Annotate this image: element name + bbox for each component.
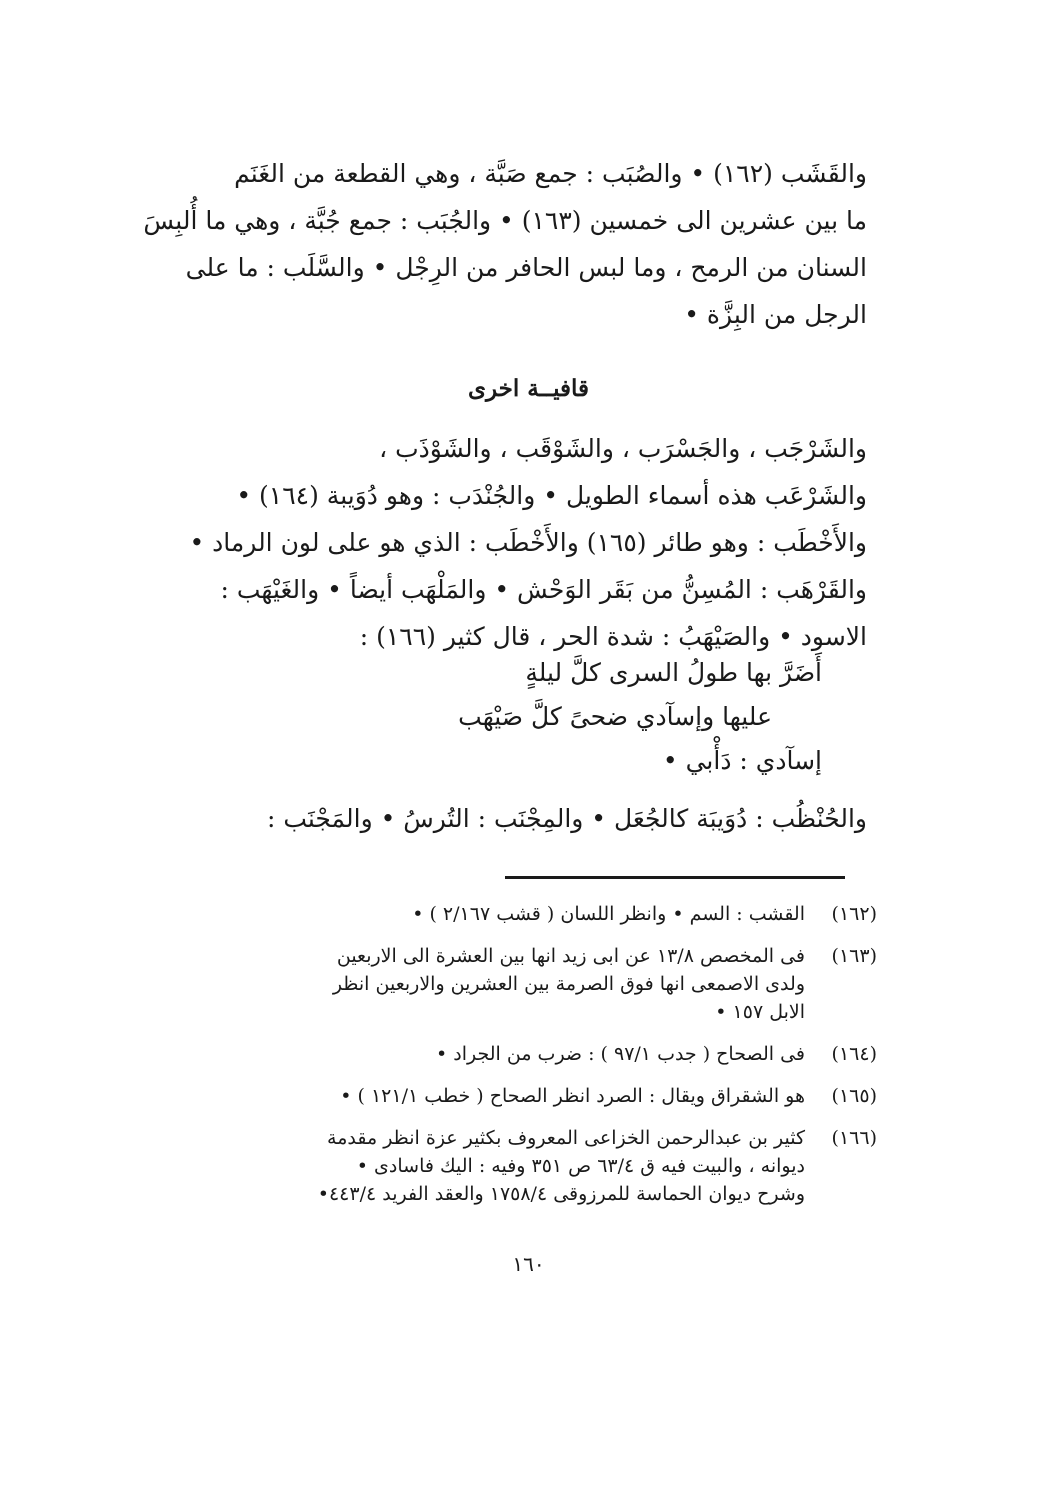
paragraph-1 [143, 150, 867, 338]
footnote-number: (١٦٤) [831, 1043, 877, 1065]
page-number: ١٦٠ [512, 1252, 545, 1276]
footnote-line: فى الصحاح ( جدب ٩٧/١ ) : ضرب من الجراد • [436, 1043, 805, 1065]
footnote-163 [207, 942, 877, 1026]
footnote-number: (١٦٦) [831, 1127, 877, 1149]
text-line: السنان من الرمح ، وما لبس الحافر من الرِجْل • والسَّلَب : ما على [185, 253, 867, 282]
text-line: ما بين عشرين الى خمسين (١٦٣) • والجُبَب : جمع جُبَّة ، وهي ما أُلبِسَ [143, 206, 867, 235]
footnote-line: ديوانه ، والبيت فيه ق ٦٣/٤ ص ٣٥١ وفيه : اليك فاسادى • [356, 1155, 805, 1177]
footnote-line: وشرح ديوان الحماسة للمرزوقى ١٧٥٨/٤ والعقد الفريد ٤٤٣/٤• [317, 1183, 805, 1205]
footnote-line: كثير بن عبدالرحمن الخزاعى المعروف بكثير عزة انظر مقدمة [327, 1127, 805, 1149]
footnote-line: ولدى الاصمعى انها فوق الصرمة بين العشرين والاربعين انظر [332, 973, 805, 995]
footnote-165 [207, 1082, 877, 1110]
footnote-text [207, 942, 805, 1026]
verse-line-2: عليها وإسآدي ضحىً كلَّ صَيْهَب [458, 702, 772, 731]
footnote-line: الابل ١٥٧ • [715, 1001, 805, 1023]
footnote-text [207, 1040, 805, 1068]
footnote-text [207, 1124, 805, 1208]
verse-line-1: أَضَرَّ بها طولُ السرى كلَّ ليلةٍ [525, 658, 822, 687]
text-line: والقَشَب (١٦٢) • والصُبَب : جمع صَبَّة ، وهي القطعة من الغَنَم [234, 159, 867, 188]
footnote-number: (١٦٥) [831, 1085, 877, 1107]
footnote-line: فى المخصص ١٣/٨ عن ابى زيد انها بين العشرة الى الاربعين [336, 945, 805, 967]
footnote-separator [505, 876, 845, 879]
footnote-162 [207, 900, 877, 928]
footnote-text [207, 900, 805, 928]
footnote-166 [207, 1124, 877, 1208]
text-line: الرجل من البِزَّة • [684, 300, 867, 329]
footnote-text [207, 1082, 805, 1110]
section-heading: قافيــة اخرى [467, 375, 590, 402]
footnote-number: (١٦٢) [831, 903, 877, 925]
paragraph-3 [197, 795, 867, 842]
footnote-line: القشب : السم • وانظر اللسان ( قشب ٢/١٦٧ ) • [412, 903, 805, 925]
verse-gloss: إسآدي : دَأْبي • [662, 746, 822, 775]
footnote-number: (١٦٣) [831, 945, 877, 967]
paragraph-2 [189, 425, 867, 660]
text-line: والشَرْجَب ، والجَسْرَب ، والشَوْقَب ، والشَوْذَب ، [379, 434, 867, 463]
footnote-line: هو الشقراق ويقال : الصرد انظر الصحاح ( خطب ١٢١/١ ) • [340, 1085, 805, 1107]
footnote-164 [207, 1040, 877, 1068]
text-line: والقَرْهَب : المُسِنُّ من بَقَر الوَحْش • والمَلْهَب أيضاً • والغَيْهَب : [220, 575, 867, 604]
text-line: الاسود • والصَيْهَبُ : شدة الحر ، قال كثير (١٦٦) : [359, 622, 867, 651]
text-line: والحُنْظُب : دُوَيبَة كالجُعَل • والمِجْنَب : التُرسُ • والمَجْنَب : [266, 804, 867, 833]
text-line: والشَرْعَب هذه أسماء الطويل • والجُنْدَب : وهو دُوَيبة (١٦٤) • [236, 481, 867, 510]
footnotes [207, 900, 877, 1222]
text-line: والأَخْطَب : وهو طائر (١٦٥) والأَخْطَب : الذي هو على لون الرماد • [189, 528, 867, 557]
